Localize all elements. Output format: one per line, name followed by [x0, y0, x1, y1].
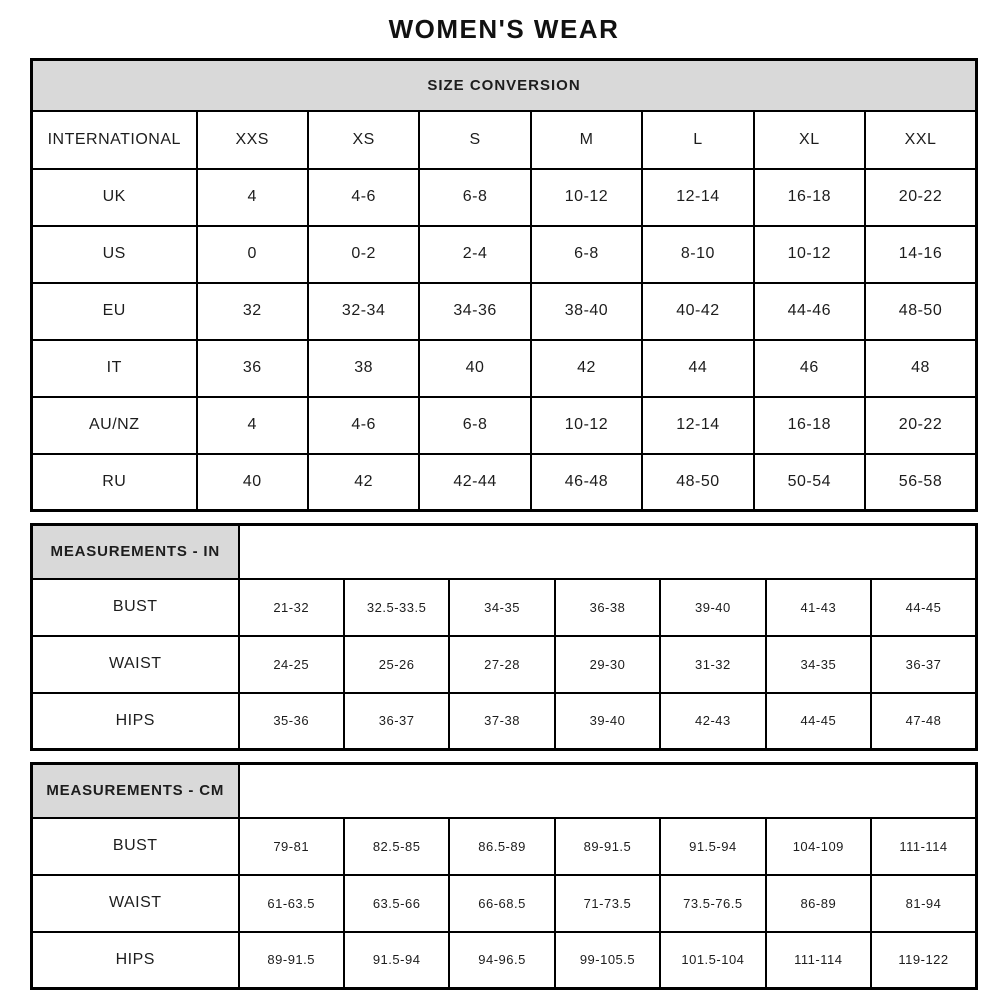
table-row: [32, 693, 977, 750]
cell: 50-54: [754, 454, 865, 511]
cell: 32-34: [308, 283, 419, 340]
cell: 25-26: [344, 636, 449, 693]
cell: 82.5-85: [344, 818, 449, 875]
column-header: XS: [308, 111, 419, 169]
cell: 16-18: [754, 169, 865, 226]
measurements-cm-table: [30, 762, 978, 990]
cell: 66-68.5: [449, 875, 554, 932]
row-label: AU/NZ: [32, 397, 197, 454]
row-label: EU: [32, 283, 197, 340]
cell: 37-38: [449, 693, 554, 750]
cell: 39-40: [555, 693, 660, 750]
cell: 4-6: [308, 397, 419, 454]
cell: 29-30: [555, 636, 660, 693]
cell: 2-4: [419, 226, 530, 283]
cell: 16-18: [754, 397, 865, 454]
table-row: [32, 818, 977, 875]
row-label: BUST: [32, 818, 239, 875]
cell: 36-37: [344, 693, 449, 750]
cell: 36-37: [871, 636, 976, 693]
row-label: WAIST: [32, 636, 239, 693]
cell: 111-114: [766, 932, 871, 989]
table-row: [32, 875, 977, 932]
row-label: RU: [32, 454, 197, 511]
cell: 86-89: [766, 875, 871, 932]
cell: 24-25: [239, 636, 344, 693]
column-header: XXS: [197, 111, 308, 169]
measurements-cm-title: MEASUREMENTS - CM: [32, 764, 239, 818]
cell: 6-8: [419, 397, 530, 454]
cell: 38-40: [531, 283, 642, 340]
measurements-in-body: [32, 579, 977, 750]
column-header: XXL: [865, 111, 976, 169]
cell: 6-8: [419, 169, 530, 226]
measurements-cm-body: [32, 818, 977, 989]
cell: 94-96.5: [449, 932, 554, 989]
measurements-in-header-row: [32, 525, 977, 579]
cell: 21-32: [239, 579, 344, 636]
measurements-in-title: MEASUREMENTS - IN: [32, 525, 239, 579]
cell: 4-6: [308, 169, 419, 226]
cell: 35-36: [239, 693, 344, 750]
cell: 91.5-94: [344, 932, 449, 989]
cell: 27-28: [449, 636, 554, 693]
cell: 12-14: [642, 397, 753, 454]
cell: 119-122: [871, 932, 976, 989]
cell: 42-44: [419, 454, 530, 511]
cell: 104-109: [766, 818, 871, 875]
cell: 79-81: [239, 818, 344, 875]
table-row: [32, 226, 977, 283]
cell: 111-114: [871, 818, 976, 875]
cell: 32.5-33.5: [344, 579, 449, 636]
row-label: IT: [32, 340, 197, 397]
row-label: WAIST: [32, 875, 239, 932]
cell: 34-35: [766, 636, 871, 693]
cell: 36-38: [555, 579, 660, 636]
cell: 48-50: [642, 454, 753, 511]
cell: 40: [419, 340, 530, 397]
cell: 44-45: [871, 579, 976, 636]
cell: 71-73.5: [555, 875, 660, 932]
cell: 47-48: [871, 693, 976, 750]
cell: 44-45: [766, 693, 871, 750]
cell: 4: [197, 397, 308, 454]
table-row: [32, 340, 977, 397]
cell: 39-40: [660, 579, 765, 636]
cell: 8-10: [642, 226, 753, 283]
row-label: HIPS: [32, 693, 239, 750]
size-conversion-body: [32, 169, 977, 511]
cell: 34-35: [449, 579, 554, 636]
cell: 10-12: [531, 397, 642, 454]
table-row: [32, 579, 977, 636]
cell: 89-91.5: [555, 818, 660, 875]
cell: 20-22: [865, 169, 976, 226]
cell: 56-58: [865, 454, 976, 511]
cell: 86.5-89: [449, 818, 554, 875]
row-label: UK: [32, 169, 197, 226]
cell: 20-22: [865, 397, 976, 454]
table-row: [32, 397, 977, 454]
cell: 10-12: [754, 226, 865, 283]
size-conversion-table: [30, 58, 978, 512]
cell: 38: [308, 340, 419, 397]
column-header: XL: [754, 111, 865, 169]
cell: 44-46: [754, 283, 865, 340]
cell: 31-32: [660, 636, 765, 693]
cell: 44: [642, 340, 753, 397]
row-label: HIPS: [32, 932, 239, 989]
cell: 63.5-66: [344, 875, 449, 932]
cell: 6-8: [531, 226, 642, 283]
cell: 48: [865, 340, 976, 397]
table-row: [32, 169, 977, 226]
cell: 99-105.5: [555, 932, 660, 989]
table-row: [32, 932, 977, 989]
cell: 0-2: [308, 226, 419, 283]
cell: 41-43: [766, 579, 871, 636]
column-header: S: [419, 111, 530, 169]
cell: 81-94: [871, 875, 976, 932]
measurements-in-table: [30, 523, 978, 751]
cell: 91.5-94: [660, 818, 765, 875]
row-label: BUST: [32, 579, 239, 636]
size-conversion-column-header-row: [32, 111, 977, 169]
cell: 48-50: [865, 283, 976, 340]
table-row: [32, 283, 977, 340]
table-row: [32, 636, 977, 693]
cell: 34-36: [419, 283, 530, 340]
cell: 40: [197, 454, 308, 511]
cell: 4: [197, 169, 308, 226]
cell: 40-42: [642, 283, 753, 340]
measurements-cm-header-row: [32, 764, 977, 818]
cell: 42-43: [660, 693, 765, 750]
cell: 42: [308, 454, 419, 511]
cell: 101.5-104: [660, 932, 765, 989]
cell: 10-12: [531, 169, 642, 226]
cell: 12-14: [642, 169, 753, 226]
column-header: M: [531, 111, 642, 169]
cell: 89-91.5: [239, 932, 344, 989]
column-header: L: [642, 111, 753, 169]
cell: 0: [197, 226, 308, 283]
cell: 46-48: [531, 454, 642, 511]
cell: 42: [531, 340, 642, 397]
size-conversion-banner-row: [32, 60, 977, 111]
row-label: US: [32, 226, 197, 283]
cell: 36: [197, 340, 308, 397]
column-header: INTERNATIONAL: [32, 111, 197, 169]
page-title: WOMEN'S WEAR: [388, 14, 620, 44]
cell: 32: [197, 283, 308, 340]
cell: 61-63.5: [239, 875, 344, 932]
table-row: [32, 454, 977, 511]
size-conversion-title: SIZE CONVERSION: [32, 60, 977, 111]
cell: 73.5-76.5: [660, 875, 765, 932]
cell: 14-16: [865, 226, 976, 283]
cell: 46: [754, 340, 865, 397]
